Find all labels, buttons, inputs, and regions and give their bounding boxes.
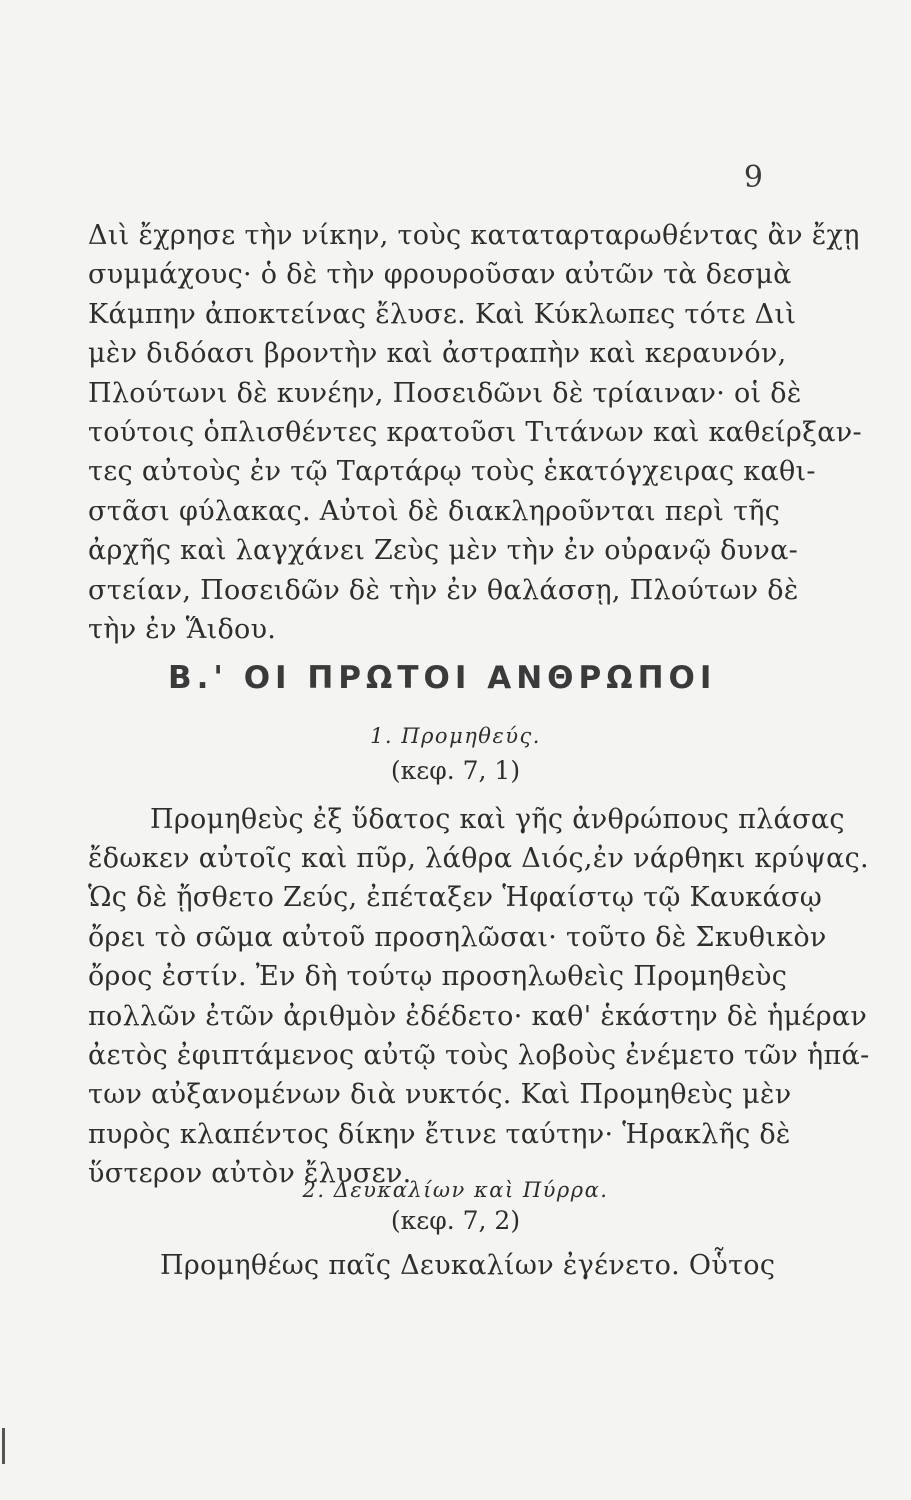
text-line: ὕστερον αὐτὸν ἔλυσεν. (88, 1158, 412, 1190)
text-line: πολλῶν ἐτῶν ἀριθμὸν ἐδέδετο· καθ' ἑκάστην δὲ ἡμέραν (88, 1000, 868, 1032)
paragraph-continued (88, 216, 862, 649)
text-line: στᾶσι φύλακας. Αὐτοὶ δὲ διακληροῦνται περὶ τῆς (88, 495, 781, 527)
page-number: 9 (743, 160, 763, 195)
text-line: Διὶ ἔχρησε τὴν νίκην, τοὺς καταταρταρωθέντας ἂν ἔχῃ (88, 220, 860, 251)
text-line: μὲν διδόασι βροντὴν καὶ ἀστραπὴν καὶ κεραυνόν, (88, 338, 787, 370)
text-line: των αὐξανομένων διὰ νυκτός. Καὶ Προμηθεὺς μὲν (88, 1079, 792, 1111)
text-line: Προμηθεὺς ἐξ ὕδατος καὶ γῆς ἀνθρώπους πλάσας (150, 804, 845, 835)
text-line: Προμηθέως παῖς Δευκαλίων ἐγένετο. Οὗτος (160, 1250, 776, 1281)
text-line: ἀρχῆς καὶ λαγχάνει Ζεὺς μὲν τὴν ἐν οὐρανῷ δυνα- (88, 535, 799, 567)
subsection-paragraph (150, 800, 845, 839)
text-line: τες αὐτοὺς ἐν τῷ Ταρτάρῳ τοὺς ἑκατόγχειρας καθι- (88, 456, 816, 488)
subsection-title: 1. Προμηθεύς. (370, 724, 541, 748)
text-line: ἀετὸς ἐφιπτάμενος αὐτῷ τοὺς λοβοὺς ἐνέμετο τῶν ἡπά- (88, 1039, 870, 1071)
text-line: Πλούτωνι δὲ κυνέην, Ποσειδῶνι δὲ τρίαιναν· οἱ δὲ (88, 377, 802, 409)
subsection-paragraph-body (88, 839, 870, 1194)
text-line: ἔδωκεν αὐτοῖς καὶ πῦρ, λάθρα Διός,ἐν νάρθηκι κρύψας. (88, 843, 869, 874)
text-line: τούτοις ὁπλισθέντες κρατοῦσι Τιτάνων καὶ καθείρξαν- (88, 416, 862, 448)
text-line: συμμάχους· ὁ δὲ τὴν φρουροῦσαν αὐτῶν τὰ δεσμὰ (88, 259, 792, 291)
text-line: ὄρει τὸ σῶμα αὐτοῦ προσηλῶσαι· τοῦτο δὲ Σκυθικὸν (88, 921, 827, 953)
page-edge-mark (2, 1428, 5, 1464)
section-title: Β.' ΟΙ ΠΡΩΤΟΙ ΑΝΘΡΩΠΟΙ (168, 660, 717, 696)
text-line: ὄρος ἐστίν. Ἐν δὴ τούτῳ προσηλωθεὶς Προμηθεὺς (88, 961, 788, 993)
chapter-reference: (κεφ. 7, 2) (390, 1206, 521, 1235)
chapter-reference: (κεφ. 7, 1) (390, 756, 521, 785)
text-line: Ὡς δὲ ᾔσθετο Ζεύς, ἐπέταξεν Ἡφαίστῳ τῷ Καυκάσῳ (88, 882, 823, 914)
text-line: Κάμπην ἀποκτείνας ἔλυσε. Καὶ Κύκλωπες τότε Διὶ (88, 298, 797, 330)
text-line: πυρὸς κλαπέντος δίκην ἔτινε ταύτην· Ἡρακλῆς δὲ (88, 1118, 791, 1150)
text-line: τὴν ἐν Ἅιδου. (88, 613, 277, 645)
text-line: στείαν, Ποσειδῶν δὲ τὴν ἐν θαλάσσῃ, Πλούτων δὲ (88, 574, 799, 606)
subsection-paragraph (160, 1246, 776, 1285)
subsection-title: 2. Δευκαλίων καὶ Πύρρα. (302, 1178, 609, 1202)
